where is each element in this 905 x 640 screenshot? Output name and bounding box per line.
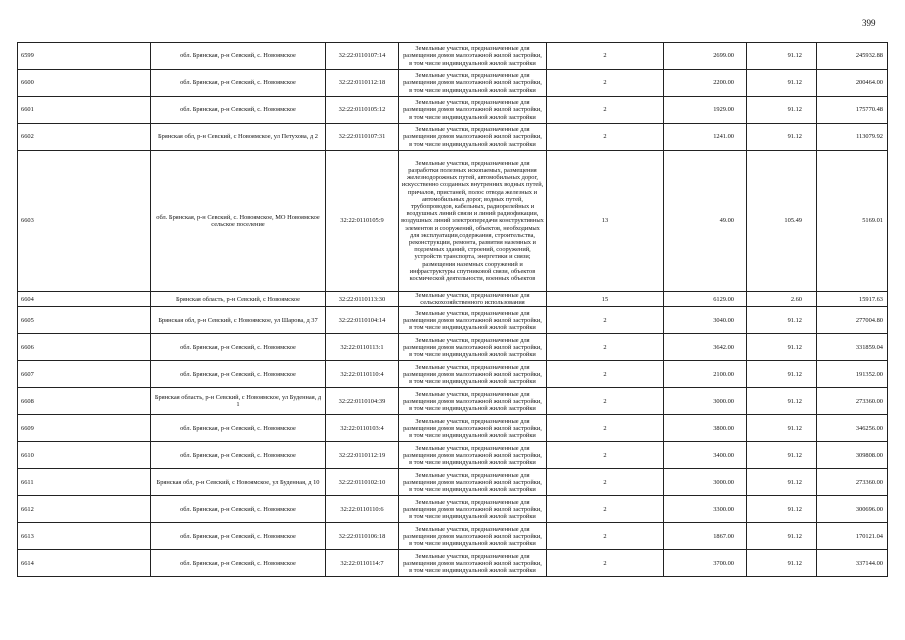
- address-cell: обл. Брянская, р-н Севский, с. Новоямское: [151, 523, 326, 550]
- address-cell: Брянская обл, р-н Севский, с Новоямское, ул Шарова, д 37: [151, 307, 326, 334]
- land-use-cell: Земельные участки, предназначенные для размещения домов малоэтажной жилой застройки, в том числе индивидуальной жилой застройки: [399, 307, 547, 334]
- specific-value-cell: 91.12: [747, 523, 817, 550]
- row-number: 6603: [18, 151, 151, 292]
- category-code-cell: 2: [547, 70, 664, 97]
- cadastral-number-cell: 32:22:0110104:14: [326, 307, 399, 334]
- cadastral-value-cell: 200464.00: [817, 70, 888, 97]
- category-code-cell: 2: [547, 469, 664, 496]
- row-number: 6602: [18, 124, 151, 151]
- land-use-cell: Земельные участки, предназначенные для размещения домов малоэтажной жилой застройки, в том числе индивидуальной жилой застройки: [399, 442, 547, 469]
- cadastral-value-cell: 175770.48: [817, 97, 888, 124]
- category-code-cell: 2: [547, 334, 664, 361]
- cadastral-value-cell: 191352.00: [817, 361, 888, 388]
- table-row: [18, 442, 888, 469]
- address-cell: Брянская обл, р-н Севский, с Новоямское, ул Буденная, д 10: [151, 469, 326, 496]
- page-number: 399: [862, 18, 876, 28]
- row-number: 6611: [18, 469, 151, 496]
- cadastral-value-cell: 277004.80: [817, 307, 888, 334]
- specific-value-cell: 91.12: [747, 415, 817, 442]
- table-row: [18, 151, 888, 292]
- row-number: 6609: [18, 415, 151, 442]
- area-cell: 2699.00: [664, 43, 747, 70]
- category-code-cell: 2: [547, 43, 664, 70]
- land-use-cell: Земельные участки, предназначенные для размещения домов малоэтажной жилой застройки, в том числе индивидуальной жилой застройки: [399, 124, 547, 151]
- area-cell: 3800.00: [664, 415, 747, 442]
- specific-value-cell: 91.12: [747, 124, 817, 151]
- land-use-cell: Земельные участки, предназначенные для сельскохозяйственного использования: [399, 292, 547, 307]
- cadastral-number-cell: 32:22:0110114:7: [326, 550, 399, 577]
- row-number: 6599: [18, 43, 151, 70]
- row-number: 6612: [18, 496, 151, 523]
- cadastral-value-cell: 113079.92: [817, 124, 888, 151]
- table-row: [18, 361, 888, 388]
- row-number: 6614: [18, 550, 151, 577]
- area-cell: 3700.00: [664, 550, 747, 577]
- table-row: [18, 70, 888, 97]
- cadastral-value-cell: 5169.01: [817, 151, 888, 292]
- address-cell: Брянская область, р-н Севский, с Новоямское: [151, 292, 326, 307]
- cadastral-number-cell: 32:22:0110103:4: [326, 415, 399, 442]
- table-row: [18, 523, 888, 550]
- row-number: 6606: [18, 334, 151, 361]
- area-cell: 3040.00: [664, 307, 747, 334]
- area-cell: 3400.00: [664, 442, 747, 469]
- category-code-cell: 2: [547, 523, 664, 550]
- area-cell: 49.00: [664, 151, 747, 292]
- land-registry-table: [17, 42, 888, 577]
- address-cell: обл. Брянская, р-н Севский, с. Новоямское: [151, 70, 326, 97]
- specific-value-cell: 91.12: [747, 70, 817, 97]
- land-use-cell: Земельные участки, предназначенные для размещения домов малоэтажной жилой застройки, в том числе индивидуальной жилой застройки: [399, 361, 547, 388]
- category-code-cell: 2: [547, 388, 664, 415]
- cadastral-number-cell: 32:22:0110113:30: [326, 292, 399, 307]
- category-code-cell: 2: [547, 361, 664, 388]
- address-cell: обл. Брянская, р-н Севский, с. Новоямское: [151, 334, 326, 361]
- address-cell: обл. Брянская, р-н Севский, с. Новоямское: [151, 361, 326, 388]
- table-row: [18, 43, 888, 70]
- specific-value-cell: 91.12: [747, 496, 817, 523]
- area-cell: 6129.00: [664, 292, 747, 307]
- row-number: 6613: [18, 523, 151, 550]
- specific-value-cell: 91.12: [747, 550, 817, 577]
- area-cell: 3300.00: [664, 496, 747, 523]
- cadastral-number-cell: 32:22:0110107:31: [326, 124, 399, 151]
- cadastral-value-cell: 337144.00: [817, 550, 888, 577]
- specific-value-cell: 91.12: [747, 388, 817, 415]
- specific-value-cell: 91.12: [747, 307, 817, 334]
- category-code-cell: 2: [547, 124, 664, 151]
- table-row: [18, 307, 888, 334]
- cadastral-value-cell: 346256.00: [817, 415, 888, 442]
- specific-value-cell: 105.49: [747, 151, 817, 292]
- specific-value-cell: 91.12: [747, 469, 817, 496]
- cadastral-number-cell: 32:22:0110107:14: [326, 43, 399, 70]
- cadastral-value-cell: 245932.88: [817, 43, 888, 70]
- area-cell: 3642.00: [664, 334, 747, 361]
- land-use-cell: Земельные участки, предназначенные для размещения домов малоэтажной жилой застройки, в том числе индивидуальной жилой застройки: [399, 550, 547, 577]
- table-row: [18, 334, 888, 361]
- cadastral-value-cell: 273360.00: [817, 469, 888, 496]
- table-row: [18, 496, 888, 523]
- category-code-cell: 13: [547, 151, 664, 292]
- land-use-cell: Земельные участки, предназначенные для размещения домов малоэтажной жилой застройки, в том числе индивидуальной жилой застройки: [399, 469, 547, 496]
- table-row: [18, 97, 888, 124]
- row-number: 6605: [18, 307, 151, 334]
- cadastral-number-cell: 32:22:0110112:18: [326, 70, 399, 97]
- cadastral-number-cell: 32:22:0110102:10: [326, 469, 399, 496]
- address-cell: Брянская область, р-н Севский, с Новоямское, ул Буденная, д 1: [151, 388, 326, 415]
- cadastral-number-cell: 32:22:0110106:18: [326, 523, 399, 550]
- land-use-cell: Земельные участки, предназначенные для размещения домов малоэтажной жилой застройки, в том числе индивидуальной жилой застройки: [399, 43, 547, 70]
- specific-value-cell: 91.12: [747, 442, 817, 469]
- row-number: 6610: [18, 442, 151, 469]
- address-cell: обл. Брянская, р-н Севский, с. Новоямское: [151, 442, 326, 469]
- address-cell: обл. Брянская, р-н Севский, с. Новоямское: [151, 97, 326, 124]
- address-cell: обл. Брянская, р-н Севский, с. Новоямское: [151, 550, 326, 577]
- cadastral-number-cell: 32:22:0110104:39: [326, 388, 399, 415]
- land-use-cell: Земельные участки, предназначенные для разработки полезных ископаемых, размещения железнодорожных путей, автомобильных дорог, искусственно созданных внутренних водных путей, причалов, пристаней, полос отвода железных и автомобильных дорог, водных путей, трубопроводов, кабельных, радиорелейных и воздушных линий связи и линий радиофикации, воздушных линий электропередачи конструктивных элементов и сооружений, объектов, необходимых для эксплуатации,содержания, строительства, реконструкции, ремонта, развития наземных и подземных зданий, строений, сооружений, устройств транспорта, энергетики и связи; размещения наземных сооружений и инфраструктуры спутниковой связи, объектов космической деятельности, военных объектов: [399, 151, 547, 292]
- cadastral-number-cell: 32:22:0110113:1: [326, 334, 399, 361]
- category-code-cell: 2: [547, 97, 664, 124]
- address-cell: Брянская обл, р-н Севский, с Новоямское, ул Петухова, д 2: [151, 124, 326, 151]
- cadastral-number-cell: 32:22:0110110:4: [326, 361, 399, 388]
- address-cell: обл. Брянская, р-н Севский, с. Новоямское: [151, 496, 326, 523]
- land-use-cell: Земельные участки, предназначенные для размещения домов малоэтажной жилой застройки, в том числе индивидуальной жилой застройки: [399, 496, 547, 523]
- cadastral-number-cell: 32:22:0110110:6: [326, 496, 399, 523]
- specific-value-cell: 91.12: [747, 334, 817, 361]
- area-cell: 1867.00: [664, 523, 747, 550]
- row-number: 6607: [18, 361, 151, 388]
- table-row: [18, 415, 888, 442]
- area-cell: 3000.00: [664, 388, 747, 415]
- cadastral-value-cell: 331859.04: [817, 334, 888, 361]
- specific-value-cell: 2.60: [747, 292, 817, 307]
- table-row: [18, 292, 888, 307]
- specific-value-cell: 91.12: [747, 97, 817, 124]
- area-cell: 2200.00: [664, 70, 747, 97]
- address-cell: обл. Брянская, р-н Севский, с. Новоямское: [151, 415, 326, 442]
- row-number: 6608: [18, 388, 151, 415]
- table-row: [18, 550, 888, 577]
- area-cell: 1241.00: [664, 124, 747, 151]
- table-body: [18, 43, 888, 577]
- category-code-cell: 2: [547, 415, 664, 442]
- table-row: [18, 124, 888, 151]
- address-cell: обл. Брянская, р-н Севский, с. Новоямское: [151, 43, 326, 70]
- land-use-cell: Земельные участки, предназначенные для размещения домов малоэтажной жилой застройки, в том числе индивидуальной жилой застройки: [399, 523, 547, 550]
- cadastral-value-cell: 300696.00: [817, 496, 888, 523]
- table-row: [18, 469, 888, 496]
- area-cell: 1929.00: [664, 97, 747, 124]
- land-use-cell: Земельные участки, предназначенные для размещения домов малоэтажной жилой застройки, в том числе индивидуальной жилой застройки: [399, 388, 547, 415]
- row-number: 6601: [18, 97, 151, 124]
- land-use-cell: Земельные участки, предназначенные для размещения домов малоэтажной жилой застройки, в том числе индивидуальной жилой застройки: [399, 97, 547, 124]
- category-code-cell: 2: [547, 550, 664, 577]
- area-cell: 3000.00: [664, 469, 747, 496]
- cadastral-value-cell: 15917.63: [817, 292, 888, 307]
- land-use-cell: Земельные участки, предназначенные для размещения домов малоэтажной жилой застройки, в том числе индивидуальной жилой застройки: [399, 70, 547, 97]
- specific-value-cell: 91.12: [747, 361, 817, 388]
- row-number: 6600: [18, 70, 151, 97]
- area-cell: 2100.00: [664, 361, 747, 388]
- cadastral-number-cell: 32:22:0110105:12: [326, 97, 399, 124]
- category-code-cell: 2: [547, 496, 664, 523]
- cadastral-number-cell: 32:22:0110112:19: [326, 442, 399, 469]
- address-cell: обл. Брянская, р-н Севский, с. Новоямское, МО Новоямское сельское поселение: [151, 151, 326, 292]
- row-number: 6604: [18, 292, 151, 307]
- cadastral-value-cell: 309808.00: [817, 442, 888, 469]
- cadastral-value-cell: 273360.00: [817, 388, 888, 415]
- category-code-cell: 2: [547, 307, 664, 334]
- land-use-cell: Земельные участки, предназначенные для размещения домов малоэтажной жилой застройки, в том числе индивидуальной жилой застройки: [399, 415, 547, 442]
- table-row: [18, 388, 888, 415]
- category-code-cell: 15: [547, 292, 664, 307]
- cadastral-number-cell: 32:22:0110105:9: [326, 151, 399, 292]
- land-use-cell: Земельные участки, предназначенные для размещения домов малоэтажной жилой застройки, в том числе индивидуальной жилой застройки: [399, 334, 547, 361]
- cadastral-value-cell: 170121.04: [817, 523, 888, 550]
- specific-value-cell: 91.12: [747, 43, 817, 70]
- category-code-cell: 2: [547, 442, 664, 469]
